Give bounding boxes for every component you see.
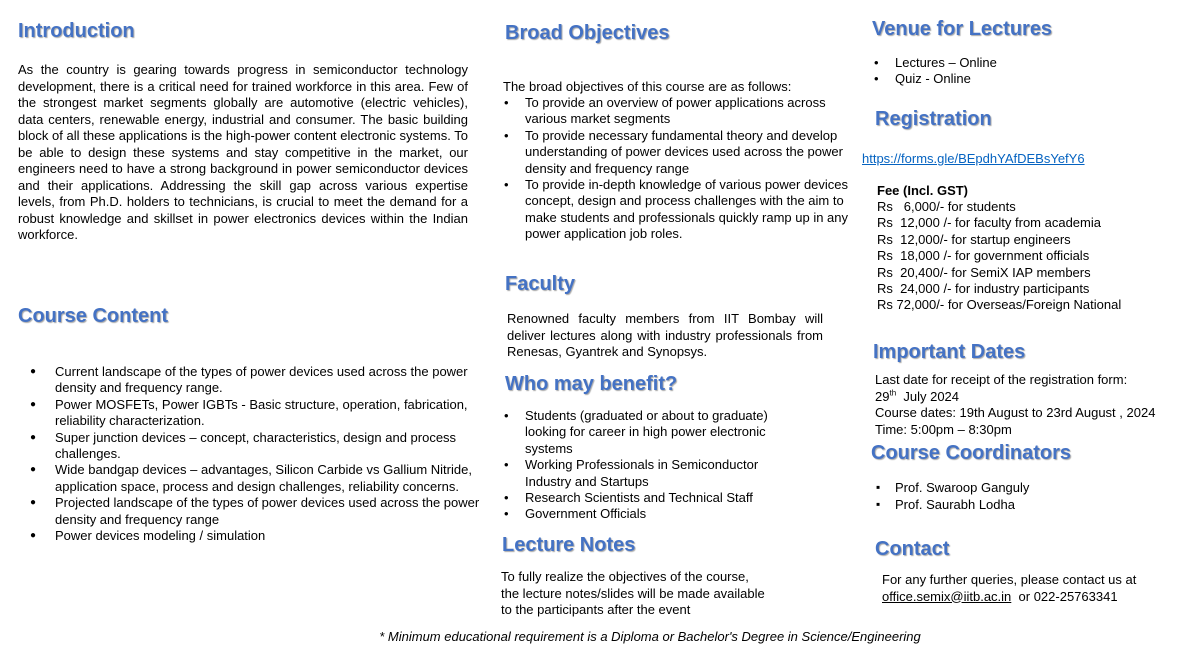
venue-heading: Venue for Lectures: [872, 18, 1053, 40]
coordinators-heading: Course Coordinators: [871, 442, 1072, 464]
broad-objectives-list: [500, 95, 860, 243]
list-item: ● Power devices modeling / simulation: [20, 528, 480, 544]
contact-text: [882, 572, 1182, 605]
deadline-suffix: th: [889, 388, 897, 398]
list-item: ▪ Prof. Swaroop Ganguly: [870, 479, 1170, 496]
list-item: • Quiz - Online: [870, 71, 1170, 87]
deadline-date: [875, 389, 1195, 406]
important-dates-text: [875, 372, 1195, 438]
introduction-heading: Introduction: [18, 20, 135, 42]
lecture-notes-line: to the participants after the event: [501, 602, 691, 617]
list-item: • To provide an overview of power applications across various market segments: [500, 95, 860, 128]
broad-objectives-heading: Broad Objectives: [505, 22, 670, 44]
faculty-heading: Faculty: [505, 273, 576, 295]
fee-row: Rs 24,000 /- for industry participants: [877, 281, 1090, 297]
course-dates: Course dates: 19th August to 23rd August , 2024: [875, 405, 1156, 420]
list-item: • Students (graduated or about to graduate) looking for career in high power electronic systems: [500, 408, 800, 457]
contact-line: For any further queries, please contact us at: [882, 572, 1137, 587]
venue-list: [870, 55, 1170, 88]
deadline-day: 29: [875, 388, 890, 404]
fee-list: [877, 199, 1177, 314]
lecture-notes-line: the lecture notes/slides will be made available: [501, 585, 765, 601]
list-item: ● Power MOSFETs, Power IGBTs - Basic structure, operation, fabrication, reliability characterization.: [20, 397, 480, 430]
contact-email-link[interactable]: office.semix@iitb.ac.in: [882, 588, 1012, 604]
list-item: • Working Professionals in Semiconductor Industry and Startups: [500, 457, 800, 490]
list-item: • To provide necessary fundamental theory and develop understanding of power devices used across the power density and frequency range: [500, 128, 860, 177]
list-item: ● Projected landscape of the types of power devices used across the power density and frequency range: [20, 495, 480, 528]
list-item: ● Wide bandgap devices – advantages, Silicon Carbide vs Gallium Nitride, application space, process and design challenges, reliability concerns.: [20, 462, 480, 495]
fee-row: Rs 12,000/- for startup engineers: [877, 231, 1071, 247]
introduction-text: As the country is gearing towards progress in semiconductor technology development, there is a critical need for trained workforce in this area. Few of the strongest market segments globally are automotive (electric vehicles), data centers, renewable energy, industrial and consumer. The basic building block of all these applications is the high-power content electronic systems. To be able to design these systems and stay competitive in the market, our engineers need to have a strong background in power semiconductor devices and their applications. Addressing the skill gap across various expertise levels, from Ph.D. holders to technicians, is crucial to meet the demand for a robust knowledge and skillset in power electronics devices within the Indian workforce.: [18, 62, 468, 242]
fee-row: Rs 20,400/- for SemiX IAP members: [877, 264, 1091, 280]
list-item: • Research Scientists and Technical Staff: [500, 490, 800, 506]
who-may-benefit-heading: Who may benefit?: [505, 373, 678, 395]
footnote: * Minimum educational requirement is a Diploma or Bachelor's Degree in Science/Engineering: [379, 629, 921, 644]
broad-objectives-intro: The broad objectives of this course are as follows:: [503, 79, 792, 94]
fee-row: Rs 72,000/- for Overseas/Foreign National: [877, 297, 1122, 313]
who-may-benefit-list: [500, 408, 800, 523]
fee-row: Rs 18,000 /- for government officials: [877, 248, 1090, 264]
important-dates-heading: Important Dates: [873, 341, 1026, 363]
contact-details: [882, 589, 1182, 606]
list-item: ● Super junction devices – concept, characteristics, design and process challenges.: [20, 430, 480, 463]
lecture-notes-text: [501, 569, 831, 619]
contact-heading: Contact: [875, 538, 950, 560]
lecture-notes-heading: Lecture Notes: [502, 534, 636, 556]
course-content-list: [20, 364, 480, 544]
registration-link[interactable]: https://forms.gle/BEpdhYAfDEBsYefY6: [862, 151, 1085, 166]
contact-phone: or 022-25763341: [1011, 588, 1118, 604]
coordinators-list: [870, 479, 1170, 513]
list-item: ● Current landscape of the types of power devices used across the power density and frequency range.: [20, 364, 480, 397]
deadline-month-year: July 2024: [896, 388, 960, 404]
course-time: Time: 5:00pm – 8:30pm: [875, 421, 1012, 437]
deadline-label: Last date for receipt of the registration form:: [875, 372, 1128, 387]
faculty-text: Renowned faculty members from IIT Bombay will deliver lectures along with industry professionals from Renesas, Gyantrek and Synopsys.: [507, 311, 823, 359]
fee-title: Fee (Incl. GST): [877, 183, 969, 198]
fee-row: Rs 12,000 /- for faculty from academia: [877, 215, 1101, 231]
list-item: • To provide in-depth knowledge of various power devices concept, design and process challenges with the aim to make students and professionals quickly ramp up in any power application job roles.: [500, 177, 860, 243]
list-item: ▪ Prof. Saurabh Lodha: [870, 496, 1170, 513]
list-item: • Lectures – Online: [870, 55, 1170, 71]
list-item: • Government Officials: [500, 506, 800, 522]
lecture-notes-line: To fully realize the objectives of the course,: [501, 569, 749, 584]
course-content-heading: Course Content: [18, 305, 168, 327]
fee-row: Rs 6,000/- for students: [877, 199, 1016, 214]
registration-heading: Registration: [875, 108, 992, 130]
